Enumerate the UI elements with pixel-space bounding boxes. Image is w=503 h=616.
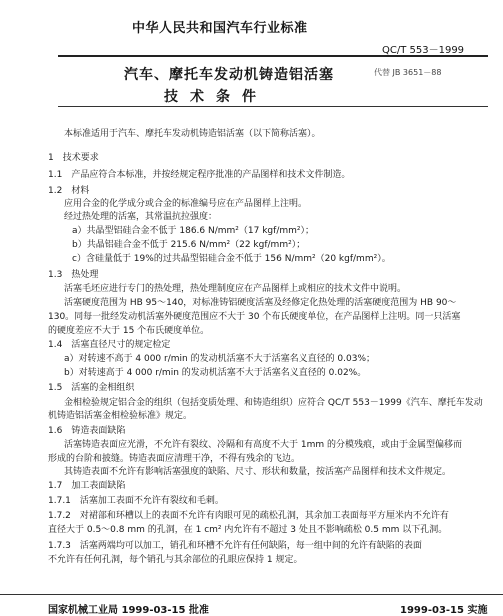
body-line: 其铸造表面不允许有影响活塞强度的缺陷、尺寸、形状和数量，按活塞产品图样和技术文件规定。 <box>64 467 452 477</box>
body-line: 的硬度差应不大于 15 个布氏硬度单位。 <box>48 326 210 336</box>
body-line: 1.2 材料 <box>48 186 90 196</box>
title-divider <box>58 106 488 107</box>
body-line: 1.1 产品应符合本标准，并按经规定程序批准的产品图样和技术文件制造。 <box>48 170 351 180</box>
body-line: 1.7 加工表面缺陷 <box>48 481 126 491</box>
body-line: a）对转速不高于 4 000 r/min 的发动机活塞不大于活塞名义直径的 0.03%； <box>64 354 376 364</box>
document-title-line-2: 技术条件 <box>164 89 268 105</box>
standard-code: QC/T 553－1999 <box>382 45 465 56</box>
replaces-standard-note: 代替 JB 3651－88 <box>374 68 442 77</box>
body-line: 活塞铸造表面应光滑，不允许有裂纹、冷隔和有高度不大于 1mm 的分模残痕，或由于金属型偏移而 <box>64 440 462 450</box>
body-line: 1 技术要求 <box>48 153 99 163</box>
body-line: 金相检验规定铝合金的组织（包括变质处理、和铸造组织）应符合 QC/T 553－1999《汽车、摩托车发动 <box>64 398 483 408</box>
body-line: 本标准适用于汽车、摩托车发动机铸造铝活塞（以下简称活塞）。 <box>64 129 321 139</box>
body-line: 130。同每一批经发动机活塞外硬度范围应不大于 30 个布氏硬度单位，在产品图样上注明。同一只活塞 <box>48 312 461 322</box>
body-line: 1.7.1 活塞加工表面不允许有裂纹和毛刺。 <box>48 496 224 506</box>
body-line: b）共晶铝硅合金不低于 215.6 N/mm²（22 kgf/mm²）； <box>72 240 306 250</box>
body-line: 活塞硬度范围为 HB 95～140，对标准铸铝硬度活塞及经修定化热处理的活塞硬度范围为 HB 90～ <box>64 298 457 308</box>
body-line: 机铸造铝活塞金相检验标准》规定。 <box>48 411 193 421</box>
body-line: 经过热处理的活塞，其常温抗拉强度： <box>64 212 218 222</box>
body-line: b）对转速高于 4 000 r/min 的发动机活塞不大于活塞名义直径的 0.02%。 <box>64 368 367 378</box>
body-line: 活塞毛坯应进行专门的热处理，热处理制度应在产品图样上或相应的技术文件中说明。 <box>64 284 407 294</box>
body-line: 不允许有任何孔洞，每个销孔与其余部位的孔眼应保持 1 规定。 <box>48 555 303 565</box>
body-line: 直径大于 0.5～0.8 mm 的孔洞，在 1 cm² 内允许有不超过 3 处且不影响疏松 0.5 mm 以下孔洞。 <box>48 525 448 535</box>
body-line: 应用合金的化学成分或合金的标准编号应在产品图样上注明。 <box>64 199 308 209</box>
body-line: 形成的台阶和披缝。铸造表面应清理干净，不得有残余的飞边。 <box>48 454 301 464</box>
top-divider <box>58 55 488 57</box>
footer-divider <box>0 594 503 595</box>
body-line: 1.7.2 对裙部和环槽以上的表面不允许有肉眼可见的疏松孔洞，其余加工表面每平方厘米内不允许有 <box>48 511 449 521</box>
body-line: a）共晶型铝硅合金不低于 186.6 N/mm²（17 kgf/mm²）； <box>72 226 314 236</box>
footer-implementation-text: 1999-03-15 实施 <box>400 605 488 616</box>
body-line: c）含硅量低于 19%的过共晶型铝硅合金不低于 156 N/mm²（20 kgf/mm²）。 <box>72 254 391 264</box>
standard-issuer-heading: 中华人民共和国汽车行业标准 <box>132 21 308 36</box>
body-line: 1.5 活塞的金相组织 <box>48 383 135 393</box>
body-line: 1.4 活塞直径尺寸的规定检定 <box>48 340 171 350</box>
body-line: 1.6 铸造表面缺陷 <box>48 426 126 436</box>
body-line: 1.3 热处理 <box>48 270 99 280</box>
document-title-line-1: 汽车、摩托车发动机铸造铝活塞 <box>124 67 334 83</box>
footer-approval-text: 国家机械工业局 1999-03-15 批准 <box>48 605 209 616</box>
body-line: 1.7.3 活塞两端均可以加工，销孔和环槽不允许有任何缺陷，每一组中间的允许有缺陷的表面 <box>48 541 422 551</box>
